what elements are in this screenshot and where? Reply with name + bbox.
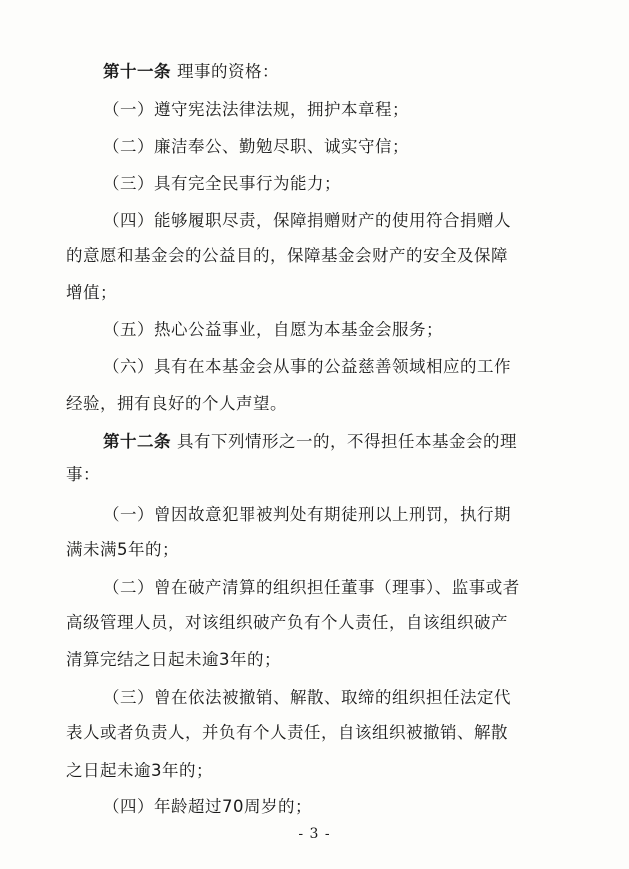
article-11-heading: 理事的资格： [177,62,279,81]
article-12-heading: 具有下列情形之一的，不得担任本基金会的理 [177,432,517,451]
article-11-item-4-line-1: （四）能够履职尽责，保障捐赠财产的使用符合捐赠人 [103,211,511,230]
article-12-item-2-line-3: 清算完结之日起未逾3年的； [66,650,281,669]
article-12-heading-line [103,432,517,452]
article-12-item-3-line-2: 表人或者负责人，并负有个人责任，自该组织被撤销、解散 [66,723,508,742]
article-12-item-2-line-1: （二）曾在破产清算的组织担任董事（理事）、监事或者 [103,578,520,597]
article-12-item-3-line-3: 之日起未逾3年的； [66,761,213,780]
article-11-item-4-line-2: 的意愿和基金会的公益目的，保障基金会财产的安全及保障 [66,246,508,265]
article-11-item-6-line-2: 经验，拥有良好的个人声望。 [66,394,287,413]
article-11-item-2: （二）廉洁奉公、勤勉尽职、诚实守信； [103,137,409,156]
article-12-heading-continuation: 事： [66,465,100,484]
article-12-item-1-line-1: （一）曾因故意犯罪被判处有期徒刑以上刑罚，执行期 [103,505,511,524]
article-11-item-4-line-3: 增值； [66,283,117,302]
article-12-item-3-line-1: （三）曾在依法被撤销、解散、取缔的组织担任法定代 [103,688,511,707]
article-11-item-3: （三）具有完全民事行为能力； [103,174,341,193]
page-number: - 3 - [298,826,331,842]
article-11-heading-line [103,62,279,82]
article-12-item-2-line-2: 高级管理人员，对该组织破产负有个人责任，自该组织破产 [66,613,508,632]
article-11-title: 第十一条 [103,62,171,81]
article-11-item-6-line-1: （六）具有在本基金会从事的公益慈善领域相应的工作 [103,357,511,376]
article-11-item-5: （五）热心公益事业，自愿为本基金会服务； [103,320,443,339]
article-12-item-1-line-2: 满未满5年的； [66,540,179,559]
article-11-item-1: （一）遵守宪法法律法规，拥护本章程； [103,100,409,119]
article-12-title: 第十二条 [103,432,171,451]
article-12-item-4: （四）年龄超过70周岁的； [103,797,312,816]
